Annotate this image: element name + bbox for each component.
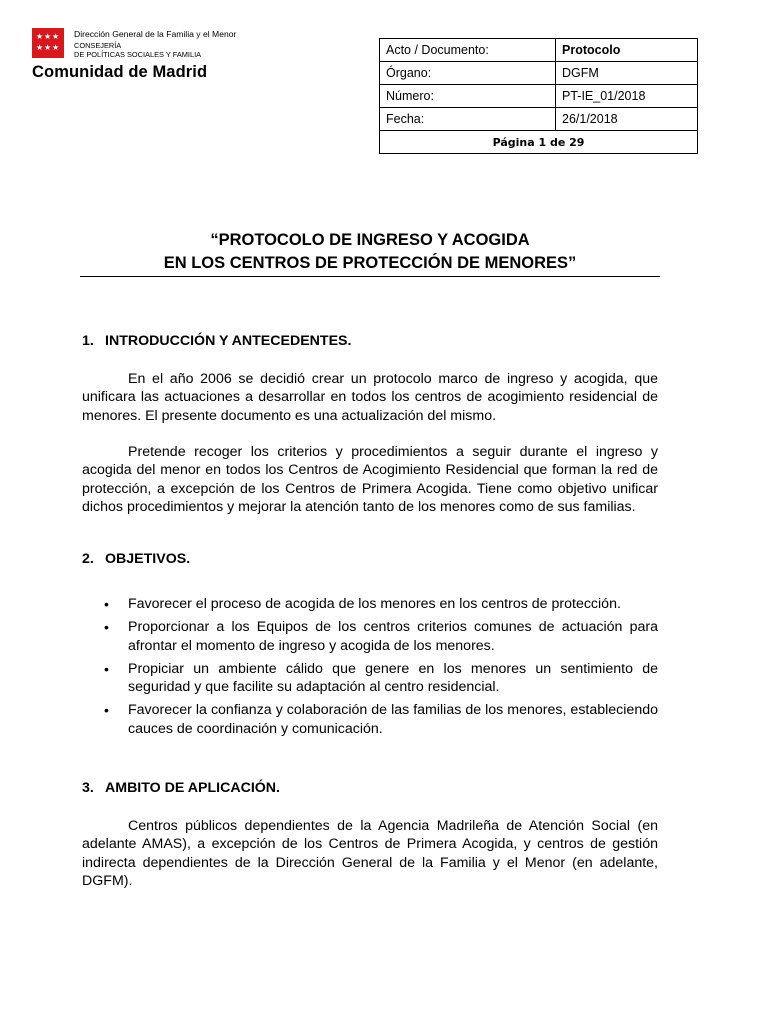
madrid-flag-icon: ★ ★ ★ ★ ★ ★ <box>32 28 64 58</box>
meta-page-row <box>380 131 698 154</box>
logo-consejeria-name: DE POLÍTICAS SOCIALES Y FAMILIA <box>74 50 202 59</box>
list-item <box>82 701 658 738</box>
meta-row <box>380 39 698 62</box>
meta-value: DGFM <box>556 62 698 85</box>
logo-consejeria: CONSEJERÍA <box>74 41 122 50</box>
section-title: AMBITO DE APLICACIÓN. <box>105 780 280 796</box>
logo-department: Dirección General de la Familia y el Menor <box>74 29 237 39</box>
meta-value: 26/1/2018 <box>556 108 698 131</box>
list-item <box>82 595 658 613</box>
title-line-2: EN LOS CENTROS DE PROTECCIÓN DE MENORES” <box>163 254 577 272</box>
meta-row <box>380 62 698 85</box>
bullet-icon: • <box>104 619 109 636</box>
title-divider <box>80 276 660 277</box>
comunidad-de-madrid-logo <box>26 24 256 84</box>
objectives-list <box>82 595 658 743</box>
document-title <box>80 229 660 275</box>
meta-key: Órgano: <box>380 62 556 85</box>
list-item-text: Favorecer la confianza y colaboración de las familias de los menores, estableciendo cauces de coordinación y comunicación. <box>128 702 658 737</box>
meta-value: PT-IE_01/2018 <box>556 85 698 108</box>
title-line-1: “PROTOCOLO DE INGRESO Y ACOGIDA <box>210 231 530 249</box>
section-heading <box>82 780 280 796</box>
bullet-icon: • <box>104 660 109 677</box>
section-title: OBJETIVOS. <box>105 551 191 567</box>
list-item-text: Propiciar un ambiente cálido que genere en los menores un sentimiento de seguridad y que facilite su adaptación al centro residencial. <box>128 660 658 696</box>
section-title: INTRODUCCIÓN Y ANTECEDENTES. <box>105 333 352 349</box>
paragraph: En el año 2006 se decidió crear un protocolo marco de ingreso y acogida, que unificara las actuaciones a desarrollar en todos los centros de acogimiento residencial de menores. El presente documento es una actualización del mismo. <box>82 371 658 424</box>
list-item-text: Proporcionar a los Equipos de los centros criterios comunes de actuación para afrontar el momento de ingreso y acogida de los menores. <box>128 619 658 654</box>
logo-region-name: Comunidad de Madrid <box>32 63 208 81</box>
section-heading <box>82 551 190 567</box>
section-number: 2. <box>82 551 94 567</box>
meta-key: Fecha: <box>380 108 556 131</box>
meta-value: Protocolo <box>556 39 698 62</box>
paragraph: Centros públicos dependientes de la Agencia Madrileña de Atención Social (en adelante AMAS), a excepción de los Centros de Primera Acogida, y centros de gestión indirecta dependientes de la Dirección General de la Familia y el Menor (en adelante, DGFM). <box>82 818 658 889</box>
section-number: 3. <box>82 780 94 796</box>
meta-row <box>380 85 698 108</box>
meta-key: Número: <box>380 85 556 108</box>
list-item <box>82 618 658 655</box>
paragraph: Pretende recoger los criterios y procedimientos a seguir durante el ingreso y acogida del menor en todos los Centros de Acogimiento Residencial que forman la red de protección, a excepción de los Centros de Primera Acogida. Tiene como objetivo unificar dichos procedimientos y mejorar la atención tanto de los menores como de sus familias. <box>82 444 658 515</box>
meta-key: Acto / Documento: <box>380 39 556 62</box>
bullet-icon: • <box>104 702 109 719</box>
document-metadata-table <box>379 38 698 154</box>
section-number: 1. <box>82 333 94 349</box>
section-heading <box>82 333 351 349</box>
list-item <box>82 660 658 697</box>
meta-row <box>380 108 698 131</box>
page-number: Página 1 de 29 <box>380 131 698 154</box>
bullet-icon: • <box>104 596 109 612</box>
list-item-text: Favorecer el proceso de acogida de los menores en los centros de protección. <box>128 596 621 612</box>
